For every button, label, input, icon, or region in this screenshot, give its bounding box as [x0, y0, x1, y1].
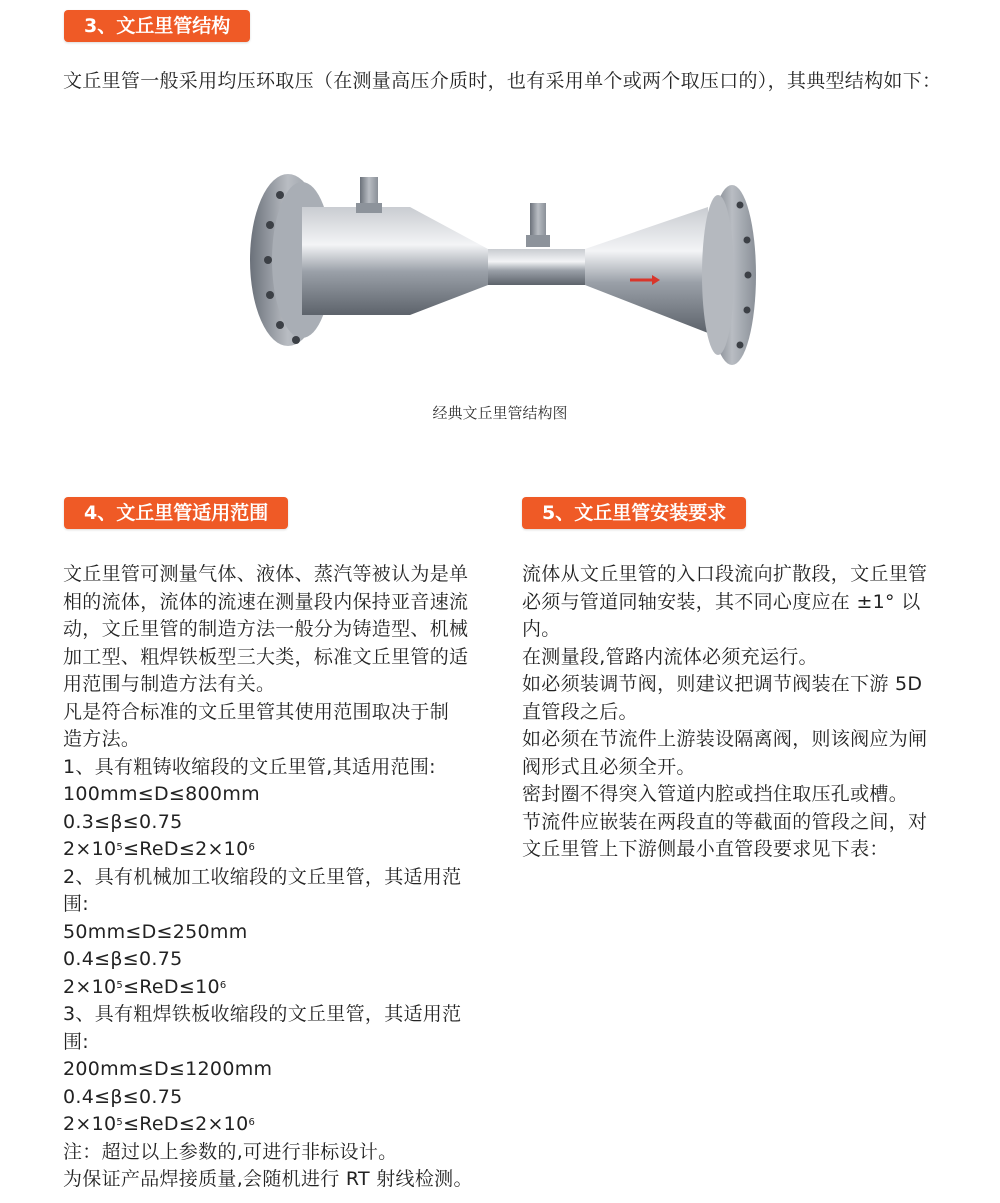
reynolds-range: $2\times 10^5\le ReD\le 2\times 10^6$: [63, 1113, 256, 1135]
text-line: 文丘里管上下游侧最小直管段要求见下表：: [522, 838, 889, 860]
text-line: 加工型、粗焊铁板型三大类，标准文丘里管的适: [63, 645, 469, 668]
section-3-intro-text: 文丘里管一般采用均压环取压（在测量高压介质时，也有采用单个或两个取压口的），其典型结构如下：: [63, 70, 942, 92]
diameter-range: 200mm≤D≤1200mm: [63, 1058, 273, 1080]
venturi-tube-image: [240, 165, 780, 390]
text-line: 围:: [63, 1030, 90, 1053]
text-line: 2、具有机械加工收缩段的文丘里管，其适用范: [63, 865, 462, 888]
text-line: 流体从文丘里管的入口段流向扩散段，文丘里管: [522, 563, 928, 585]
text-line: 用范围与制造方法有关。: [63, 673, 276, 695]
section-3-intro: [63, 68, 948, 96]
text-line: 3、具有粗焊铁板收缩段的文丘里管，其适用范: [63, 1003, 462, 1025]
diameter-range: 50mm≤D≤250mm: [63, 920, 248, 943]
text-line: 造方法。: [63, 728, 141, 750]
text-line: 内。: [522, 618, 561, 640]
beta-range: 0.3≤β≤0.75: [63, 810, 183, 833]
text-line: 1、具有粗铸收缩段的文丘里管,其适用范围:: [63, 755, 436, 778]
figure-caption: 经典文丘里管结构图: [432, 404, 568, 422]
section-5-title: 5、文丘里管安装要求: [522, 497, 746, 529]
text-line: 直管段之后。: [522, 700, 638, 723]
section-3-title: 3、文丘里管结构: [64, 10, 250, 42]
reynolds-range: $2\times 10^5\le ReD\le 2\times 10^6$: [63, 838, 256, 860]
note-line: 注：超过以上参数的,可进行非标设计。: [63, 1140, 398, 1163]
text-line: 文丘里管可测量气体、液体、蒸汽等被认为是单: [63, 563, 469, 585]
section-4-title: 4、文丘里管适用范围: [64, 497, 288, 529]
text-line: 必须与管道同轴安装，其不同心度应在 ±1° 以: [522, 590, 921, 613]
note-line: 为保证产品焊接质量,会随机进行 RT 射线检测。: [63, 1168, 473, 1190]
text-line: 凡是符合标准的文丘里管其使用范围取决于制: [63, 700, 450, 723]
text-line: 密封圈不得突入管道内腔或挡住取压孔或槽。: [522, 783, 909, 805]
reynolds-range: $2\times 10^5\le ReD\le 10^6$: [63, 975, 227, 998]
diameter-range: 100mm≤D≤800mm: [63, 783, 260, 805]
text-line: 围:: [63, 893, 90, 915]
text-line: 相的流体，流体的流速在测量段内保持亚音速流: [63, 590, 469, 613]
text-line: 如必须在节流件上游装设隔离阀，则该阀应为闸: [522, 728, 928, 750]
text-line: 在测量段,管路内流体必须充运行。: [522, 645, 818, 668]
section-5-body: [522, 561, 962, 864]
beta-range: 0.4≤β≤0.75: [63, 1085, 183, 1108]
text-line: 如必须装调节阀，则建议把调节阀装在下游 5D: [522, 673, 923, 695]
beta-range: 0.4≤β≤0.75: [63, 948, 183, 970]
text-line: 阀形式且必须全开。: [522, 755, 696, 778]
venturi-tube-drawing: [240, 165, 780, 390]
text-line: 节流件应嵌装在两段直的等截面的管段之间，对: [522, 810, 928, 833]
text-line: 动，文丘里管的制造方法一般分为铸造型、机械: [63, 618, 469, 640]
section-4-body: [63, 561, 503, 1194]
